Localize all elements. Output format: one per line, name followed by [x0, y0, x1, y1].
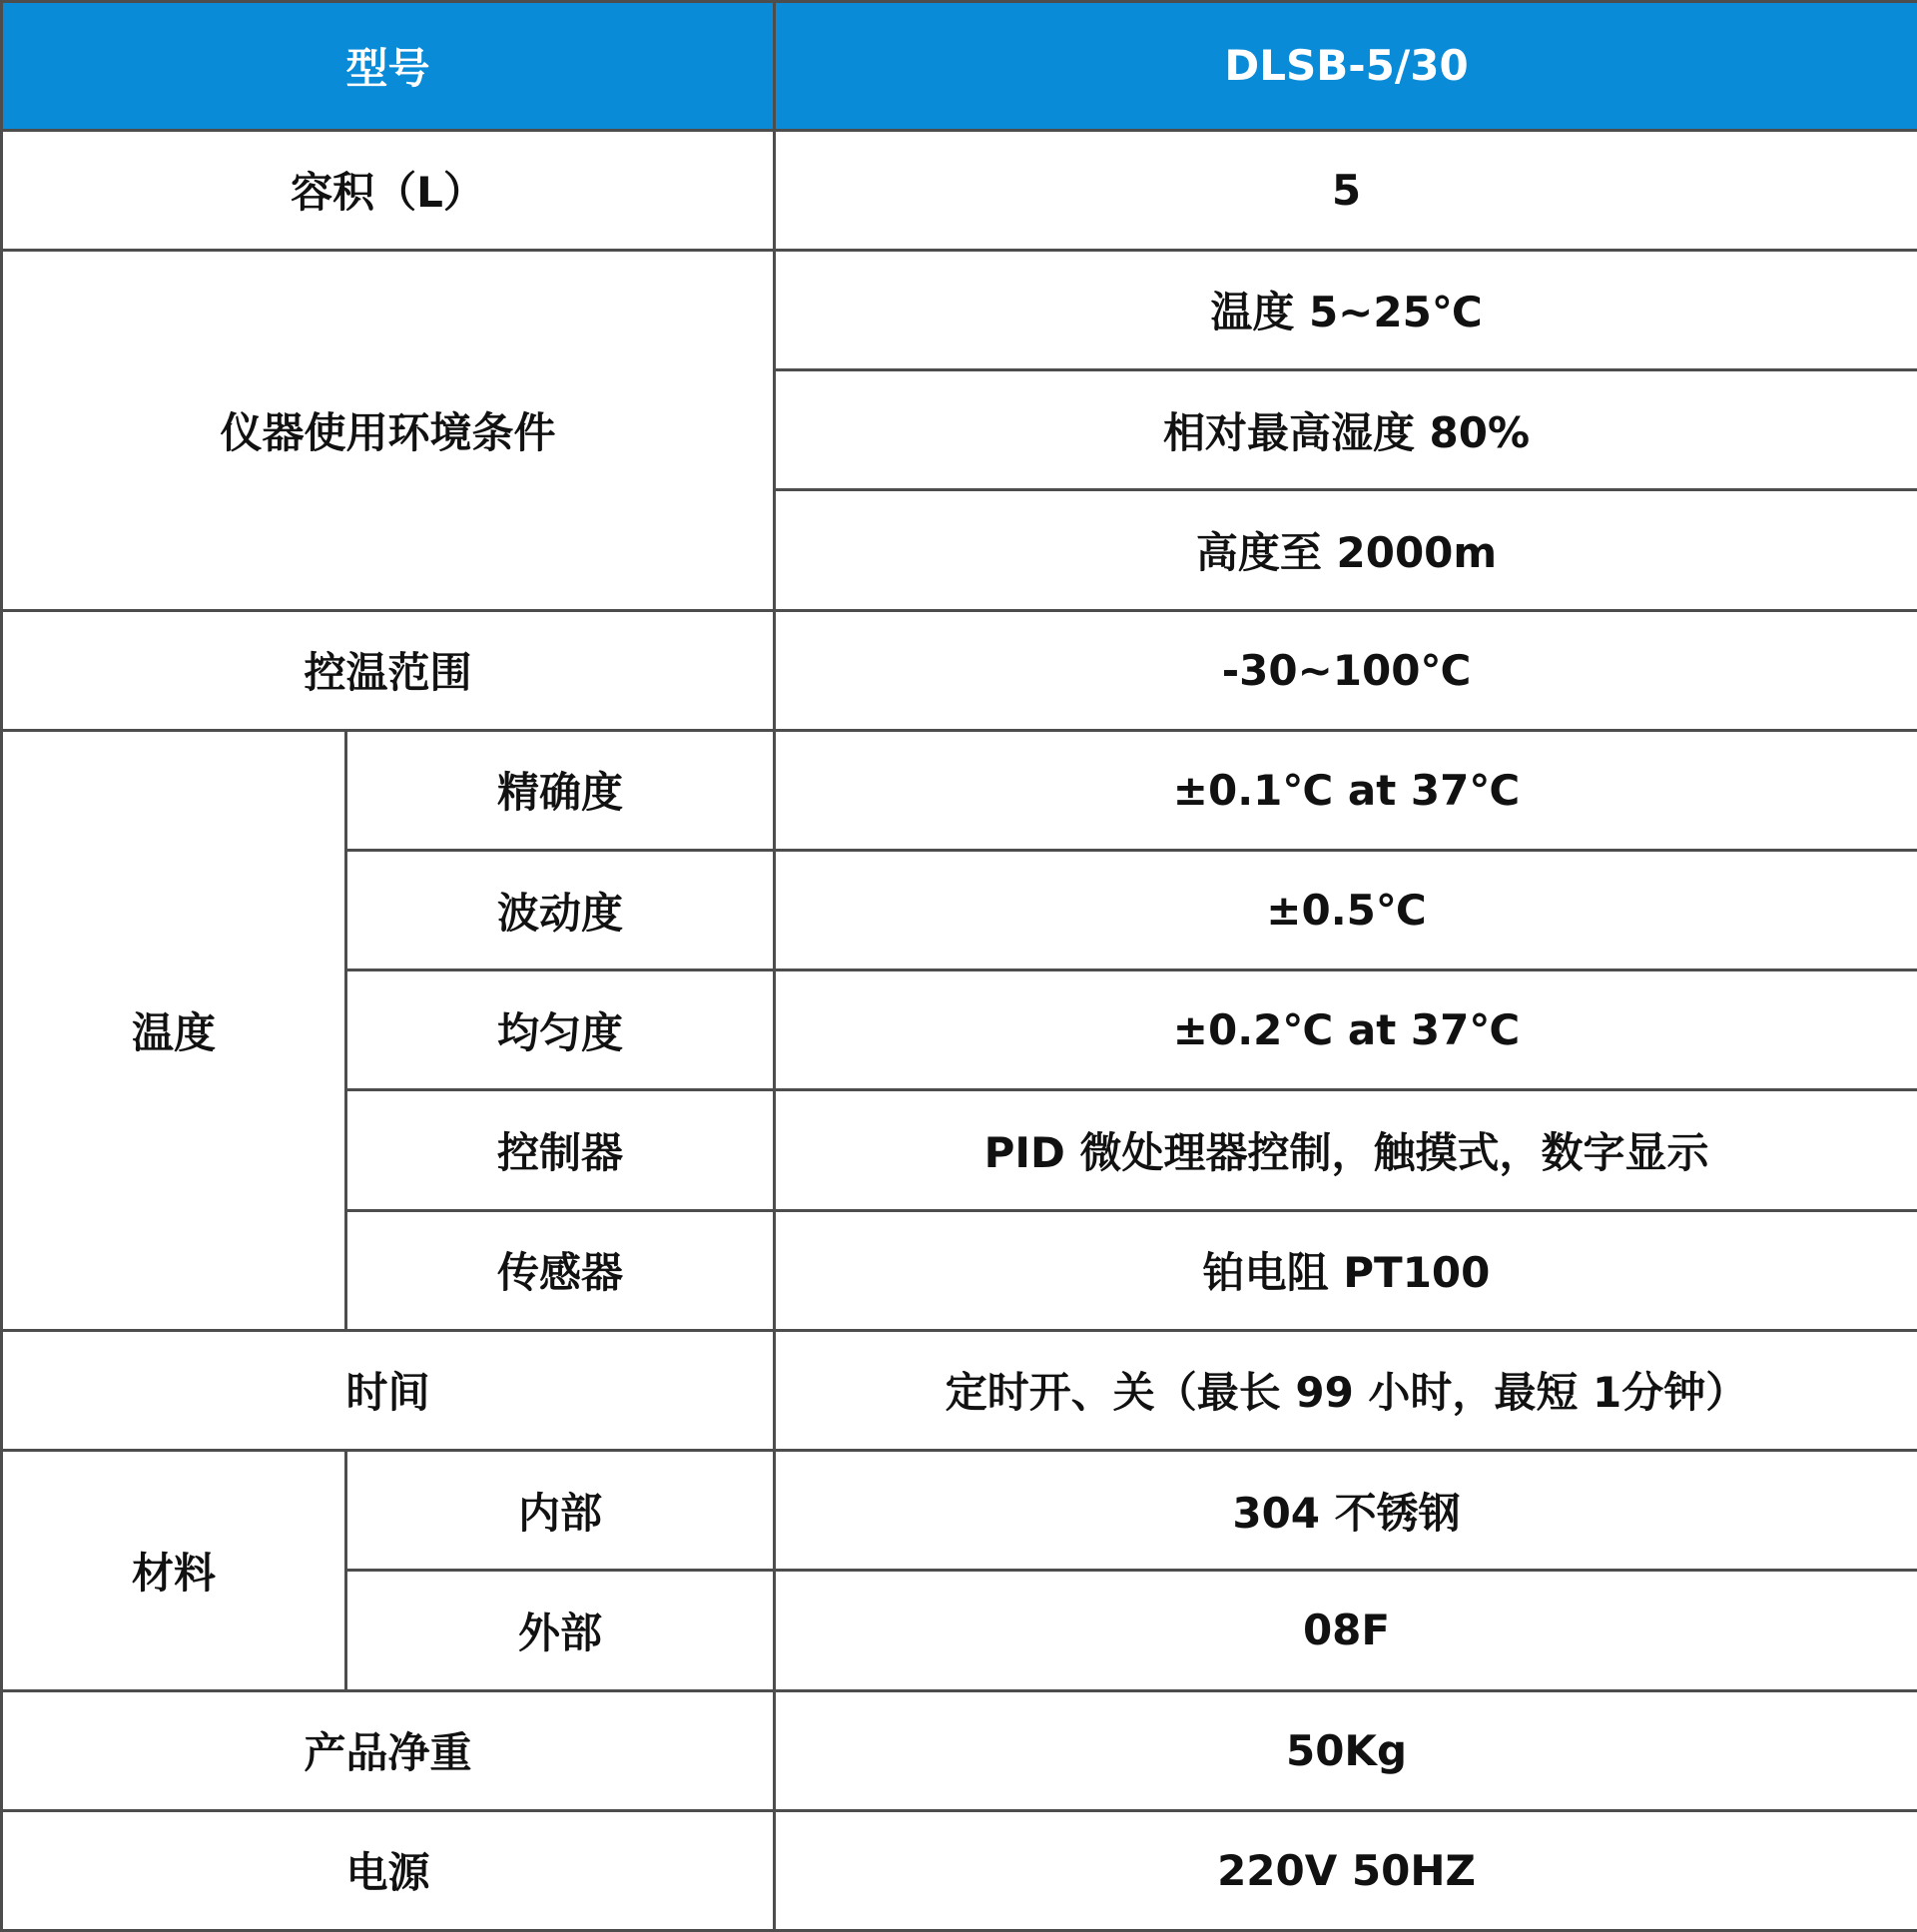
weight-label: 产品净重: [2, 1690, 775, 1810]
controller-label: 控制器: [346, 1090, 775, 1210]
uniformity-value: ±0.2℃ at 37℃: [775, 970, 1917, 1090]
header-row: [2, 2, 1917, 131]
accuracy-value: ±0.1℃ at 37℃: [775, 730, 1917, 850]
material-inner-label: 内部: [346, 1451, 775, 1571]
table-row: [2, 1690, 1917, 1810]
material-group-label: 材料: [2, 1451, 346, 1690]
table-row: [2, 250, 1917, 369]
table-row: [2, 1330, 1917, 1450]
time-value: 定时开、关（最长 99 小时，最短 1分钟）: [775, 1330, 1917, 1450]
controller-value: PID 微处理器控制，触摸式，数字显示: [775, 1090, 1917, 1210]
model-label: 型号: [2, 2, 775, 131]
fluctuation-label: 波动度: [346, 850, 775, 969]
table-row: [2, 130, 1917, 250]
time-label: 时间: [2, 1330, 775, 1450]
temperature-group-label: 温度: [2, 730, 346, 1330]
material-outer-value: 08F: [775, 1571, 1917, 1690]
table-row: [2, 610, 1917, 730]
uniformity-label: 均匀度: [346, 970, 775, 1090]
environment-temperature-value: 温度 5~25℃: [775, 250, 1917, 369]
table-row: [2, 1451, 1917, 1571]
sensor-value: 铂电阻 PT100: [775, 1210, 1917, 1330]
environment-altitude-value: 高度至 2000m: [775, 490, 1917, 610]
model-value: DLSB-5/30: [775, 2, 1917, 131]
accuracy-label: 精确度: [346, 730, 775, 850]
material-outer-label: 外部: [346, 1571, 775, 1690]
table-row: [2, 1810, 1917, 1930]
environment-humidity-value: 相对最高湿度 80%: [775, 370, 1917, 490]
temp-range-label: 控温范围: [2, 610, 775, 730]
sensor-label: 传感器: [346, 1210, 775, 1330]
weight-value: 50Kg: [775, 1690, 1917, 1810]
material-inner-value: 304 不锈钢: [775, 1451, 1917, 1571]
power-label: 电源: [2, 1810, 775, 1930]
capacity-value: 5: [775, 130, 1917, 250]
temp-range-value: -30~100℃: [775, 610, 1917, 730]
table-row: [2, 730, 1917, 850]
power-value: 220V 50HZ: [775, 1810, 1917, 1930]
capacity-label: 容积（L）: [2, 130, 775, 250]
environment-label: 仪器使用环境条件: [2, 250, 775, 610]
fluctuation-value: ±0.5℃: [775, 850, 1917, 969]
